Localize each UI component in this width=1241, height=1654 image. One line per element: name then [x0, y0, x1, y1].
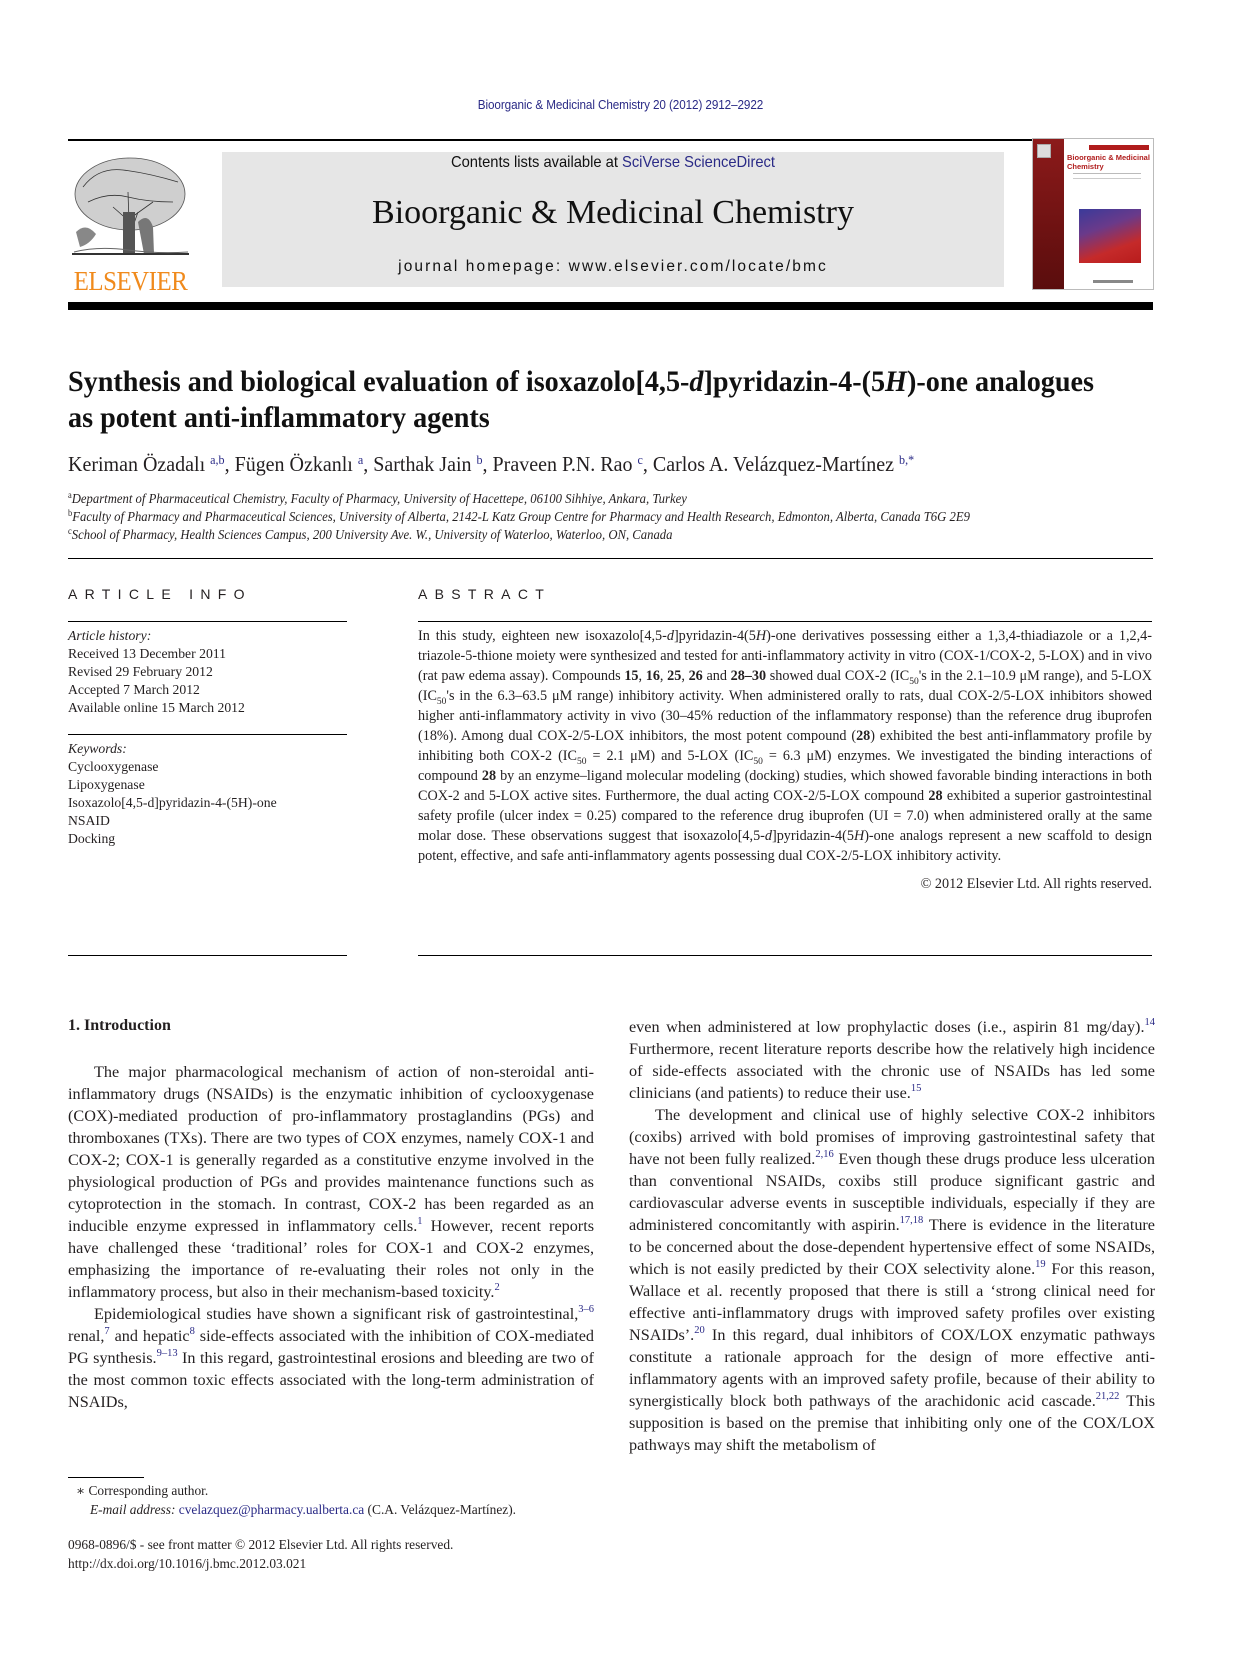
contents-line	[253, 154, 972, 172]
abstract-text	[418, 626, 1152, 894]
affiliation-marker[interactable]: b,*	[899, 452, 915, 467]
cover-artwork	[1079, 209, 1141, 263]
issn-line: 0968-0896/$ - see front matter © 2012 Elsevier Ltd. All rights reserved.	[68, 1537, 454, 1552]
affiliation-marker[interactable]: c	[637, 452, 643, 467]
author-name: Keriman Özadalı	[68, 452, 206, 476]
reference-link[interactable]: 14	[1144, 1017, 1155, 1028]
elsevier-wordmark: ELSEVIER	[73, 266, 188, 296]
reference-link[interactable]: 8	[189, 1326, 195, 1337]
reference-link[interactable]: 15	[910, 1083, 922, 1094]
author-name: Sarthak Jain	[373, 452, 472, 476]
paragraph: The major pharmacological mechanism of action of non-steroidal anti-inflammatory drugs (NSAIDs) is the enzymatic inhibition of cyclooxygenase (COX)-mediated production of pro-inflammatory prostaglandins (PGs) and thromboxanes (TXs). There are two types of COX enzymes, namely COX-1 and COX-2; COX-1 is generally regarded as a constitutive enzyme involved in the physiological production of PGs and provides maintenance functions such as cytoprotection in the stomach. In contrast, COX-2 has been regarded as an inducible enzyme expressed in inflammatory cells.$^1$ However, recent reports have challenged these ‘traditional’ roles for COX-1 and COX-2 enzymes, emphasizing the importance of re-evaluating their roles not only in the inflammatory process, but also in their mechanism-based toxicity.$^2$	[68, 1063, 594, 1301]
reference-link[interactable]: 7	[104, 1326, 110, 1337]
author-name: Praveen P.N. Rao	[492, 452, 633, 476]
reference-link[interactable]: 19	[1035, 1259, 1046, 1270]
article-info-rule-mid	[68, 734, 347, 735]
abstract-body: In this study, eighteen new isoxazolo[4,5-d]pyridazin-4(5H)-one derivatives possessing either a 1,3,4-thiadiazole or a 1,2,4-triazole-5-thione moiety were synthesized and tested for anti-inflammatory activity in vitro (COX-1/COX-2, 5-LOX) and in vivo (rat paw edema assay). Compounds 15, 16, 25, 26 and 28–30 showed dual COX-2 ($IC_{50}'s$ in the 2.1–10.9 μM range), and 5-LOX ($IC_{50}'s$ in the 6.3–63.5 μM range) inhibitory activity. When administered orally to rats, dual COX-2/5-LOX inhibitors showed higher anti-inflammatory activity in vivo (30–45% reduction of the inflammatory response) than the reference drug ibuprofen (18%). Among dual COX-2/5-LOX inhibitors, the most potent compound (28) exhibited the best anti-inflammatory profile by inhibiting both COX-2 ($IC_{50} = 2.1$ μM) and 5-LOX ($IC_{50} = 6.3$ μM) enzymes. We investigated the binding interactions of compound 28 by an enzyme–ligand molecular modeling (docking) studies, which showed favorable binding interactions in both COX-2 and 5-LOX active sites. Furthermore, the dual acting COX-2/5-LOX compound 28 exhibited a superior gastrointestinal safety profile (ulcer index = 0.25) compared to the reference drug ibuprofen (UI = 7.0) when administered orally at the same molar dose. These observations suggest that isoxazolo[4,5-d]pyridazin-4(5H)-one analogs represent a new scaffold to design potent, effective, and safe anti-inflammatory agents possessing dual COX-2/5-LOX inhibitory activity.	[418, 628, 1153, 864]
article-history	[68, 627, 245, 717]
compound-ref: 25	[667, 668, 682, 684]
history-online: Available online 15 March 2012	[68, 700, 245, 715]
keyword: NSAID	[68, 813, 110, 828]
cover-tab	[1089, 145, 1149, 150]
keyword: Lipoxygenase	[68, 777, 145, 792]
author[interactable]	[235, 452, 364, 476]
cover-emblem-icon	[1037, 144, 1051, 158]
article-info-rule-bottom	[68, 955, 347, 956]
affiliation-text: Faculty of Pharmacy and Pharmaceutical Sciences, University of Alberta, 2142-L Katz Group Centre for Pharmacy and Health Research, Edmonton, Alberta, Canada T6G 2E9	[72, 509, 970, 524]
compound-ref: 28	[481, 768, 497, 784]
affiliation-key: c	[68, 526, 72, 536]
author-name: Carlos A. Velázquez-Martínez	[652, 452, 895, 476]
separator: ,	[363, 452, 374, 476]
cover-spine	[1033, 139, 1064, 289]
email-note	[90, 1502, 516, 1518]
cover-title-line1: Bioorganic & Medicinal	[1067, 153, 1150, 162]
cover-footer-bar	[1093, 280, 1133, 283]
affiliation-a	[68, 491, 687, 507]
abstract-copyright: © 2012 Elsevier Ltd. All rights reserved.	[920, 876, 1152, 892]
article-info-heading: ARTICLE INFO	[68, 586, 252, 602]
author[interactable]	[653, 452, 914, 476]
article-history-label: Article history:	[68, 628, 152, 643]
reference-link[interactable]: 2,16	[815, 1149, 834, 1160]
author[interactable]	[68, 452, 225, 476]
title-text: ]pyridazin-4-(5	[703, 366, 886, 398]
separator: ,	[482, 452, 493, 476]
footnote-rule	[68, 1477, 144, 1478]
reference-link[interactable]: 1	[417, 1216, 423, 1227]
paragraph: Epidemiological studies have shown a significant risk of gastrointestinal,$^{3-6}$ renal,$^7$ and hepatic$^8$ side-effects associated with the inhibition of COX-mediated PG synthesis.$^{9-13}$ In this regard, gastrointestinal erosions and bleeding are two of the most common toxic effects associated with the long-term administration of NSAIDs,	[68, 1304, 595, 1411]
header-top-rule	[68, 139, 1153, 141]
affiliation-rule	[68, 558, 1153, 559]
reference-link[interactable]: 9–13	[156, 1348, 178, 1359]
reference-link[interactable]: 2	[494, 1282, 500, 1293]
separator: ,	[642, 452, 653, 476]
header-thick-rule	[68, 302, 1153, 310]
article-title	[68, 364, 1109, 436]
compound-ref: 16	[645, 668, 660, 684]
author-list	[68, 452, 914, 477]
email-link[interactable]: cvelazquez@pharmacy.ualberta.ca	[178, 1502, 365, 1517]
article-info-rule-top	[68, 621, 347, 622]
history-accepted: Accepted 7 March 2012	[68, 682, 200, 697]
keywords-label: Keywords:	[68, 741, 127, 756]
title-text: Synthesis and biological evaluation of isoxazolo[4,5-	[68, 366, 690, 398]
email-label: E-mail address:	[90, 1502, 176, 1517]
affiliation-text: Department of Pharmaceutical Chemistry, Faculty of Pharmacy, University of Hacettepe, 06100 Sihhiye, Ankara, Turkey	[71, 491, 687, 506]
separator: ,	[224, 452, 235, 476]
author[interactable]	[373, 452, 482, 476]
keyword: Isoxazolo[4,5-d]pyridazin-4-(5H)-one	[68, 795, 277, 810]
compound-ref: 28	[928, 788, 943, 804]
affiliation-c	[68, 527, 672, 543]
section-heading-introduction: 1. Introduction	[68, 1017, 171, 1034]
title-italic: H	[885, 366, 907, 398]
abstract-rule-bottom	[418, 955, 1152, 956]
journal-cover-thumbnail[interactable]	[1032, 138, 1154, 290]
journal-header-box	[222, 152, 1004, 287]
keyword: Cyclooxygenase	[68, 759, 159, 774]
history-revised: Revised 29 February 2012	[68, 664, 213, 679]
history-received: Received 13 December 2011	[68, 646, 226, 661]
title-italic: d	[689, 366, 704, 398]
author[interactable]	[493, 452, 643, 476]
affiliation-text: School of Pharmacy, Health Sciences Campus, 200 University Ave. W., University of Waterloo, Waterloo, ON, Canada	[71, 527, 673, 542]
corresponding-author-note: ∗ Corresponding author.	[76, 1483, 209, 1498]
sciencedirect-link[interactable]: SciVerse ScienceDirect	[621, 154, 775, 171]
affiliation-marker[interactable]: b	[476, 452, 483, 467]
author-name: Fügen Özkanlı	[234, 452, 353, 476]
paragraph: The development and clinical use of highly selective COX-2 inhibitors (coxibs) arrived with bold promises of improving gastrointestinal safety that have not been fully realized.$^{2,16}$ Even though these drugs produce less ulceration than conventional NSAIDs, coxibs still produce significant gastric and cardiovascular adverse events in susceptible individuals, especially if they are administered concomitantly with aspirin.$^{17,18}$ There is evidence in the literature to be concerned about the dose-dependent hypertensive effect of some NSAIDs, which is not easily predicted by their COX selectivity alone.$^{19}$ For this reason, Wallace et al. recently proposed that there is still a ‘strong clinical need for effective anti-inflammatory drugs with improved safety profiles over existing NSAIDs’.$^{20}$ In this regard, dual inhibitors of COX/LOX enzymatic pathways constitute a rationale approach for the design of more effective anti-inflammatory agents with an improved safety profile, because of their ability to synergistically block both pathways of the arachidonic acid cascade.$^{21,22}$ This supposition is based on the premise that inhibiting only one of the COX/LOX pathways may shift the metabolism of	[629, 1106, 1156, 1454]
body-left-column	[68, 1061, 594, 1413]
abstract-rule-top	[418, 621, 1152, 622]
keywords	[68, 740, 277, 848]
compound-ref: 28–30	[730, 668, 767, 684]
affiliation-key: a	[68, 490, 72, 500]
title-text: )-one analogues as potent anti-inflammatory agents	[68, 366, 1095, 434]
cover-title	[1067, 153, 1150, 171]
journal-citation[interactable]: Bioorganic & Medicinal Chemistry 20 (2012) 2912–2922	[477, 97, 764, 112]
paragraph: even when administered at low prophylactic doses (i.e., aspirin 81 mg/day).$^{14}$ Furthermore, recent literature reports describe how the relatively high incidence of side-effects associated with the chronic use of NSAIDs has led some clinicians (and patients) to reduce their use.$^{15}$	[629, 1017, 1155, 1102]
affiliation-marker[interactable]: a,b	[210, 452, 225, 467]
reference-link[interactable]: 3–6	[578, 1304, 594, 1315]
email-owner: (C.A. Velázquez-Martínez).	[364, 1502, 517, 1517]
compound-ref: 28	[856, 728, 871, 744]
journal-homepage-link[interactable]: journal homepage: www.elsevier.com/locate/bmc	[398, 258, 828, 275]
compound-ref: 15	[624, 668, 639, 684]
abstract-heading: ABSTRACT	[418, 586, 552, 602]
affiliation-key: b	[68, 508, 73, 518]
affiliation-marker[interactable]: a	[357, 452, 364, 467]
body-right-column	[629, 1016, 1155, 1456]
affiliation-b	[68, 509, 970, 525]
reference-link[interactable]: 21,22	[1095, 1391, 1120, 1402]
cover-subtitle-lines	[1073, 173, 1141, 179]
doi-link[interactable]: http://dx.doi.org/10.1016/j.bmc.2012.03.021	[68, 1556, 307, 1571]
reference-link[interactable]: 20	[694, 1325, 705, 1336]
reference-link[interactable]: 17,18	[899, 1215, 924, 1226]
compound-ref: 26	[688, 668, 703, 684]
journal-title: Bioorganic & Medicinal Chemistry	[372, 194, 854, 231]
cover-title-line2: Chemistry	[1067, 162, 1104, 171]
keyword: Docking	[68, 831, 116, 846]
contents-prefix: Contents lists available at	[450, 154, 622, 171]
